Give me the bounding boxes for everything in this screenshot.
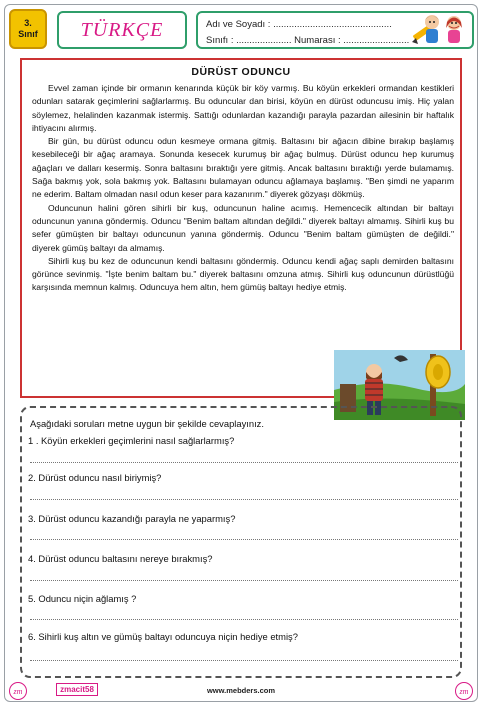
story-title: DÜRÜST ODUNCU	[191, 66, 291, 78]
author-code-badge: zmacit58	[56, 683, 98, 696]
question-3: 3. Dürüst oduncu kazandığı parayla ne yaparmış?	[28, 513, 236, 524]
story-paragraph: Evvel zaman içinde bir ormanın kenarında küçük bir köy varmış. Bu köyün erkekleri ormandan kestikleri odunları satarak geçimlerini sağlarlarmış. Bu oduncular dan birisi, köyün en dürüst oduncusu imiş. Hiç yalan söylemez, helalinden kazanmak istermiş. Sattığı odunlardan kazandığı parayla pazardan ailesinin bir haftalık ihtiyacını alırmış.	[32, 83, 454, 133]
question-1: 1 . Köyün erkekleri geçimlerini nasıl sağlarlarmış?	[28, 435, 235, 446]
story-body	[32, 82, 454, 295]
subject-title: TÜRKÇE	[80, 18, 164, 41]
story-paragraph: Oduncunun halini gören sihirli bir kuş, oduncunun haline acımış. Hemencecik altından bir baltayı oduncunun yanına göndermiş. Oduncu "Benim baltam altından değildi." diyerek baltayı almamış. Sihirli kuş bu sefer gümüşten bir baltayı oduncunun yanına göndermiş. Oduncu "Benim baltam gümüşten de değildi." diyerek gümüş baltayı da almamış.	[32, 202, 454, 253]
question-2: 2. Dürüst oduncu nasıl biriymiş?	[28, 472, 162, 483]
reading-text-box	[20, 58, 462, 398]
questions-instruction: Aşağıdaki soruları metne uygun bir şekilde cevaplayınız.	[30, 418, 264, 429]
questions-box	[20, 406, 462, 678]
question-5: 5. Oduncu niçin ağlamış ?	[28, 593, 137, 604]
answer-line-1[interactable]	[30, 462, 458, 463]
subject-title-box	[57, 11, 187, 49]
question-4: 4. Dürüst oduncu baltasını nereye bırakmış?	[28, 553, 213, 564]
student-class-number-field[interactable]: Sınıfı : ..................... Numarası : .........................	[206, 35, 410, 46]
kids-with-pencil-icon	[410, 12, 470, 48]
story-paragraph: Sihirli kuş bu kez de oduncunun kendi baltasını göndermiş. Oduncu kendi ağaç saplı demirden baltasını görünce sevinmiş. "İşte benim baltam bu." diyerek baltasını omzuna atmış. Sihirli kuş oduncunun dürüstlüğü karşısında memnun kalmış. Oduncuya hem altın, hem gümüş baltayı hediye etmiş.	[32, 255, 454, 293]
answer-line-3[interactable]	[30, 539, 458, 540]
question-6: 6. Sihirli kuş altın ve gümüş baltayı oduncuya niçin hediye etmiş?	[28, 631, 298, 642]
answer-line-6[interactable]	[30, 660, 458, 661]
zm-logo-icon: zm	[455, 682, 473, 700]
grade-number: 3.	[24, 18, 32, 28]
story-paragraph: Bir gün, bu dürüst oduncu odun kesmeye ormana gitmiş. Baltasını bir ağacın dibine bırakıp başlamış kesebileceği bir ağaç aramaya. Sonunda kesecek kurumuş bir ağaç bulmuş. Dürüst oduncu hep kurumuş ağaçları ve dalları kesermiş. Sonra baltasını bıraktığı yere gitmiş. Ancak baltasını bıraktığı yerde bulamamış. Sağa bakmış yok, sola bakmış yok. Baltasını bulamayan oduncu ağlamaya başlamış. "Ben şimdi ne yaparım ne ederim. Baltam olmadan nasıl odun keser para kazanırım." diyerek gözyaşı dökmüş.	[32, 136, 454, 200]
answer-line-4[interactable]	[30, 580, 458, 581]
website-link[interactable]: www.mebders.com	[206, 686, 276, 695]
grade-label: Sınıf	[18, 29, 38, 39]
answer-line-2[interactable]	[30, 499, 458, 500]
grade-badge	[9, 9, 47, 49]
student-name-field[interactable]: Adı ve Soyadı : .............................................	[206, 19, 392, 30]
zm-logo-icon: zm	[9, 682, 27, 700]
answer-line-5[interactable]	[30, 619, 458, 620]
